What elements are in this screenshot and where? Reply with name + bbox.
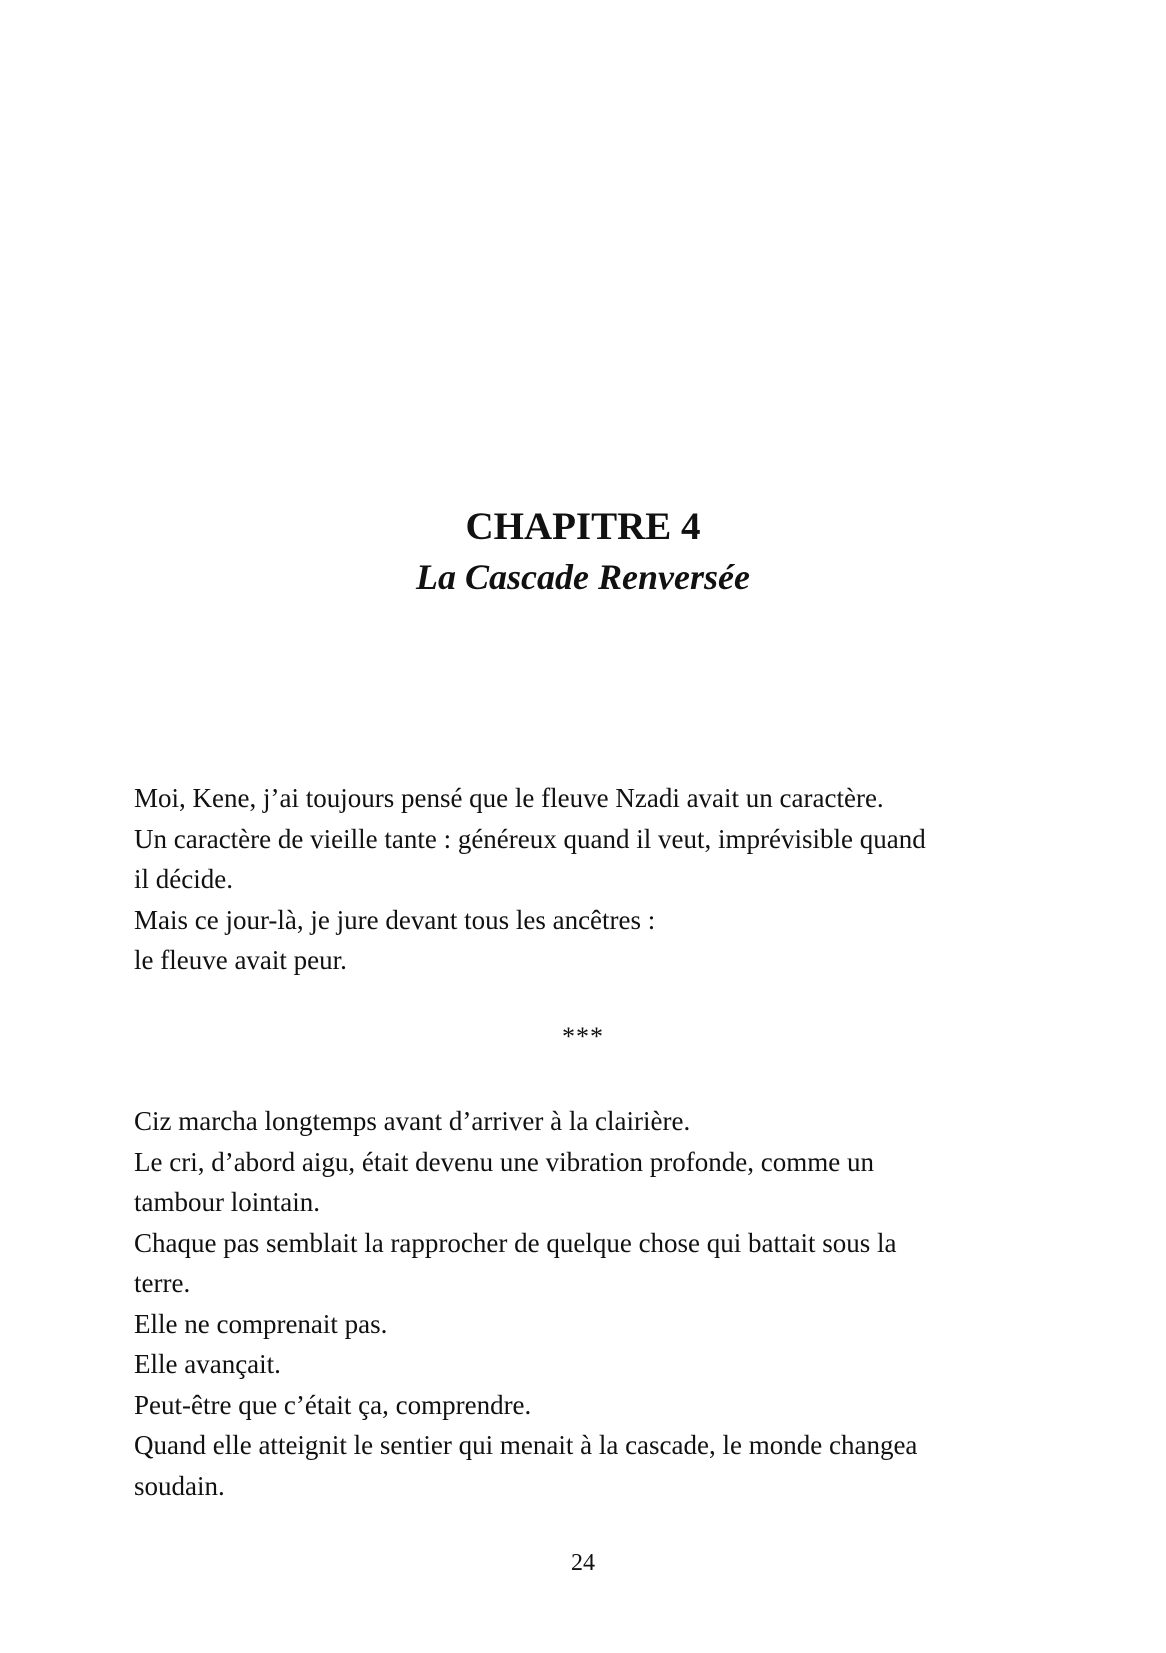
text-line: il décide. (134, 864, 233, 894)
paragraph-block (134, 778, 1034, 981)
text-line: Ciz marcha longtemps avant d’arriver à la clairière. (134, 1106, 691, 1136)
section-separator: *** (562, 1022, 604, 1051)
text-line: Un caractère de vieille tante : généreux quand il veut, imprévisible quand (134, 823, 926, 854)
text-line: Moi, Kene, j’ai toujours pensé que le fleuve Nzadi avait un caractère. (134, 783, 884, 813)
paragraph-block (134, 1101, 1034, 1506)
text-line: Quand elle atteignit le sentier qui menait à la cascade, le monde changea (134, 1430, 918, 1460)
text-line: Chaque pas semblait la rapprocher de quelque chose qui battait sous la (134, 1227, 897, 1258)
chapter-title: La Cascade Renversée (416, 557, 750, 597)
text-line: tambour lointain. (134, 1187, 320, 1217)
text-line: terre. (134, 1268, 191, 1298)
page-number: 24 (571, 1550, 595, 1576)
text-line: Mais ce jour-là, je jure devant tous les ancêtres : (134, 904, 656, 935)
text-line: Peut-être que c’était ça, comprendre. (134, 1389, 532, 1420)
chapter-number: CHAPITRE 4 (465, 505, 701, 548)
chapter-heading (0, 505, 1166, 599)
text-line: Elle avançait. (134, 1349, 281, 1379)
text-line: Le cri, d’abord aigu, était devenu une vibration profonde, comme un (134, 1146, 874, 1177)
text-line: soudain. (134, 1470, 225, 1501)
text-line: Elle ne comprenait pas. (134, 1308, 388, 1339)
text-line: le fleuve avait peur. (134, 945, 347, 975)
